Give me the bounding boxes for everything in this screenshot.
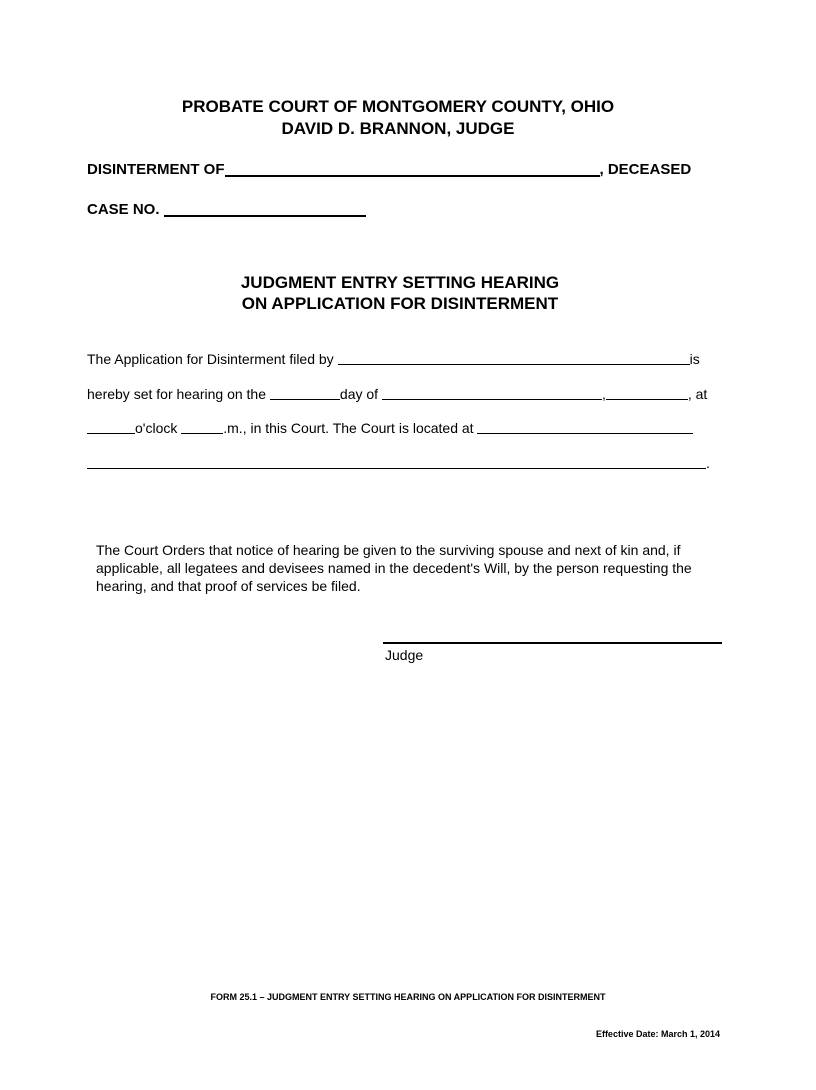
- body-text: hereby set for hearing on the: [87, 386, 267, 402]
- case-no-field[interactable]: [164, 200, 366, 217]
- case-no-caption: [87, 200, 366, 218]
- body-text: .: [706, 455, 710, 471]
- disinterment-caption: [87, 160, 691, 178]
- disinterment-label: DISINTERMENT OF: [87, 161, 225, 178]
- hearing-year-field[interactable]: [606, 385, 688, 400]
- hearing-day-field[interactable]: [270, 385, 340, 400]
- judge-name: DAVID D. BRANNON, JUDGE: [281, 119, 515, 138]
- court-location-field[interactable]: [477, 419, 693, 434]
- deceased-label: , DECEASED: [599, 161, 692, 178]
- judge-signature-line[interactable]: [383, 642, 722, 644]
- court-orders-paragraph: The Court Orders that notice of hearing be given to the surviving spouse and next of kin and, if applicable, all legatees and devisees named in the decedent's Will, by the person requesting the hearing, and that proof of services be filed.: [96, 542, 692, 594]
- body-text: ,: [601, 386, 606, 402]
- court-location-field-2[interactable]: [87, 454, 706, 469]
- am-pm-field[interactable]: [181, 419, 223, 434]
- document-title-line2: ON APPLICATION FOR DISINTERMENT: [241, 294, 559, 313]
- document-title-line1: JUDGMENT ENTRY SETTING HEARING: [240, 273, 560, 292]
- body-text: o'clock: [135, 420, 178, 436]
- form-footer: FORM 25.1 – JUDGMENT ENTRY SETTING HEARING ON APPLICATION FOR DISINTERMENT: [210, 992, 606, 1002]
- body-text: day of: [339, 386, 379, 402]
- body-line-1: [87, 350, 700, 367]
- body-line-2: [87, 385, 707, 402]
- judge-signature-label: Judge: [385, 647, 424, 663]
- body-text: is: [689, 351, 700, 367]
- body-text: The Application for Disinterment filed by: [87, 351, 334, 367]
- hearing-month-field[interactable]: [382, 385, 602, 400]
- effective-date: Effective Date: March 1, 2014: [595, 1029, 720, 1039]
- hearing-hour-field[interactable]: [87, 419, 135, 434]
- court-name: PROBATE COURT OF MONTGOMERY COUNTY, OHIO: [181, 97, 615, 116]
- body-text: , at: [687, 386, 708, 402]
- decedent-name-field[interactable]: [225, 160, 600, 177]
- case-no-label: CASE NO.: [87, 201, 160, 218]
- body-text: .m., in this Court. The Court is located at: [223, 420, 474, 436]
- applicant-field[interactable]: [338, 350, 690, 365]
- body-line-4: [87, 454, 710, 471]
- body-line-3: [87, 419, 693, 436]
